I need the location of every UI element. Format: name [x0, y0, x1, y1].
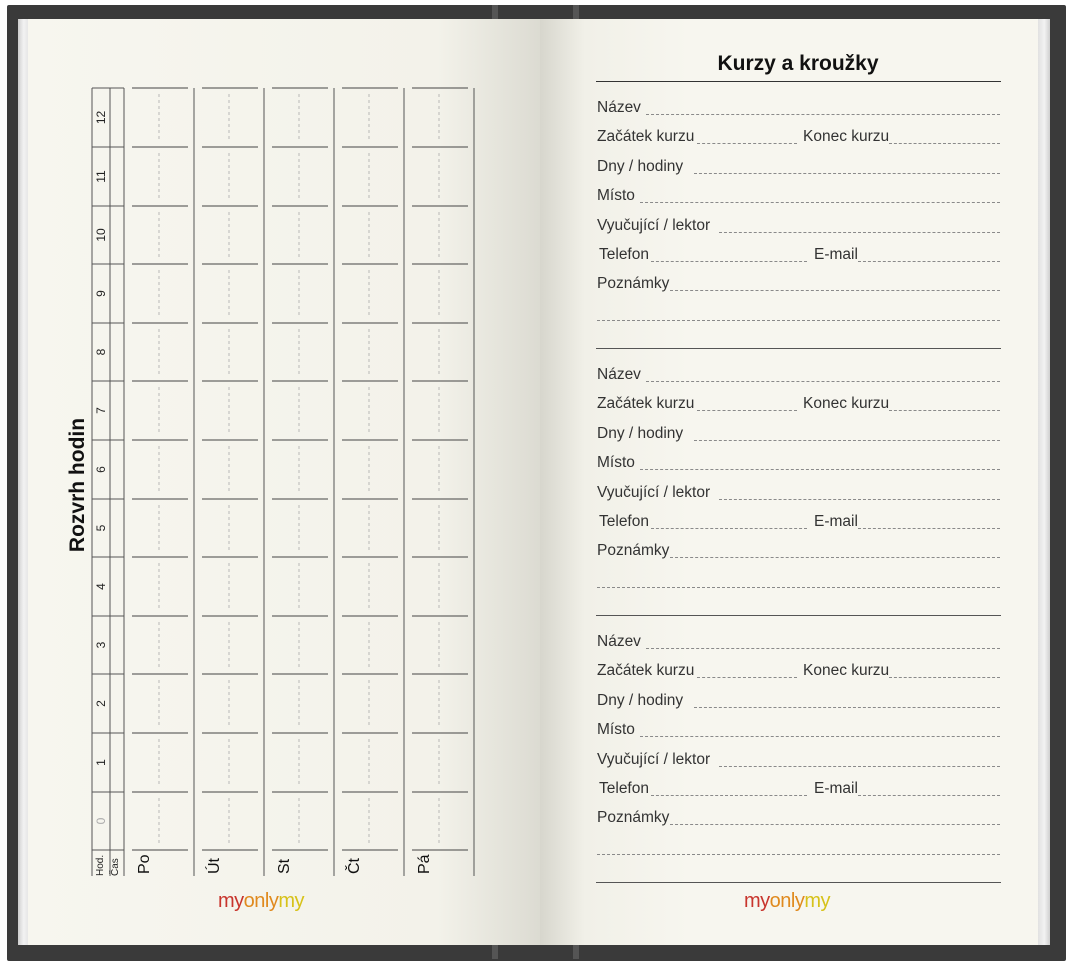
spine-band [573, 5, 579, 19]
hour-label: 5 [94, 524, 108, 532]
teacher-label: Vyučující / lektor [597, 751, 711, 768]
email-label: E-mail [814, 246, 858, 263]
hour-label: 12 [94, 110, 108, 125]
hour-label: 6 [94, 466, 108, 473]
write-line[interactable] [889, 410, 1000, 411]
teacher-label: Vyučující / lektor [597, 217, 711, 234]
page-title: Kurzy a kroužky [717, 52, 879, 75]
write-line[interactable] [889, 677, 1000, 678]
write-line[interactable] [719, 232, 1000, 233]
phone-label: Telefon [599, 246, 649, 263]
page-edges-right [1036, 19, 1050, 945]
place-label: Místo [597, 454, 635, 471]
day-label: St [276, 858, 293, 874]
logo-part: my [744, 890, 770, 912]
write-line[interactable] [651, 528, 807, 529]
spine-band [573, 945, 579, 959]
phone-label: Telefon [599, 780, 649, 797]
write-line[interactable] [670, 824, 1000, 825]
email-label: E-mail [814, 513, 858, 530]
write-line[interactable] [889, 143, 1000, 144]
write-line[interactable] [694, 707, 1000, 708]
myonlymy-logo-right [744, 890, 830, 913]
end-label: Konec kurzu [803, 128, 890, 145]
name-label: Název [597, 366, 641, 383]
write-line[interactable] [697, 143, 797, 144]
logo-part: my [278, 890, 305, 912]
write-line[interactable] [719, 766, 1000, 767]
email-label: E-mail [814, 780, 858, 797]
myonlymy-logo-left [218, 890, 304, 913]
days-label: Dny / hodiny [597, 692, 684, 709]
notes-label: Poznámky [597, 542, 670, 559]
logo-part: my [218, 890, 244, 912]
start-label: Začátek kurzu [597, 662, 695, 679]
write-line[interactable] [640, 736, 1000, 737]
write-line[interactable] [597, 320, 1000, 321]
write-line[interactable] [858, 528, 1000, 529]
write-line[interactable] [646, 381, 1000, 382]
hour-header: Hod. [95, 854, 106, 876]
hour-label: 11 [94, 170, 108, 183]
day-label: Čt [346, 858, 363, 874]
logo-part: my [804, 890, 831, 912]
write-line[interactable] [646, 648, 1000, 649]
phone-label: Telefon [599, 513, 649, 530]
start-label: Začátek kurzu [597, 395, 695, 412]
write-line[interactable] [597, 854, 1000, 855]
place-label: Místo [597, 187, 635, 204]
logo-part: only [243, 890, 279, 912]
time-header: Čas [110, 858, 121, 876]
section-divider [596, 348, 1001, 349]
notes-label: Poznámky [597, 275, 670, 292]
days-label: Dny / hodiny [597, 425, 684, 442]
teacher-label: Vyučující / lektor [597, 484, 711, 501]
write-line[interactable] [858, 795, 1000, 796]
section-divider [596, 615, 1001, 616]
write-line[interactable] [719, 499, 1000, 500]
hour-label: 7 [94, 407, 108, 414]
day-label: Po [136, 854, 153, 874]
hour-label: 0 [94, 817, 108, 825]
hour-label: 9 [94, 290, 108, 297]
write-line[interactable] [651, 261, 807, 262]
hour-label: 8 [94, 348, 108, 356]
days-label: Dny / hodiny [597, 158, 684, 175]
write-line[interactable] [697, 410, 797, 411]
section-divider [596, 882, 1001, 883]
write-line[interactable] [640, 469, 1000, 470]
start-label: Začátek kurzu [597, 128, 695, 145]
notes-label: Poznámky [597, 809, 670, 826]
end-label: Konec kurzu [803, 662, 890, 679]
end-label: Konec kurzu [803, 395, 890, 412]
write-line[interactable] [858, 261, 1000, 262]
write-line[interactable] [597, 587, 1000, 588]
hour-label: 1 [94, 759, 108, 766]
write-line[interactable] [697, 677, 797, 678]
day-label: Pá [416, 854, 433, 874]
name-label: Název [597, 99, 641, 116]
timetable-title: Rozvrh hodin [66, 417, 89, 553]
write-line[interactable] [670, 290, 1000, 291]
hour-label: 10 [94, 228, 108, 242]
name-label: Název [597, 633, 641, 650]
write-line[interactable] [651, 795, 807, 796]
place-label: Místo [597, 721, 635, 738]
write-line[interactable] [670, 557, 1000, 558]
logo-part: only [769, 890, 805, 912]
day-label: Út [206, 858, 223, 874]
write-line[interactable] [646, 114, 1000, 115]
write-line[interactable] [694, 440, 1000, 441]
hour-label: 4 [94, 583, 108, 590]
write-line[interactable] [694, 173, 1000, 174]
hour-label: 3 [94, 641, 108, 649]
title-rule [596, 81, 1001, 82]
write-line[interactable] [640, 202, 1000, 203]
hour-label: 2 [94, 700, 108, 707]
